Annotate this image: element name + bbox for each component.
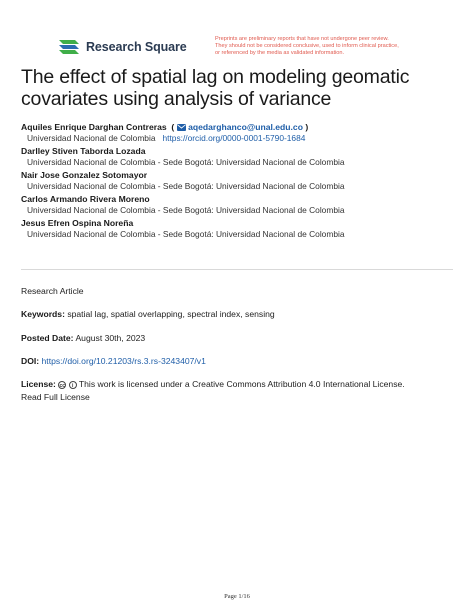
- doi-label: DOI:: [21, 356, 40, 366]
- doi-row: [21, 356, 461, 367]
- preprint-disclaimer: [215, 36, 445, 57]
- author-affiliation: [21, 133, 461, 146]
- author-name: Nair Jose Gonzalez Sotomayor: [21, 170, 148, 180]
- email-paren: (: [169, 122, 175, 132]
- author-email-link[interactable]: aqedarghanco@unal.edu.co: [188, 122, 303, 132]
- keywords-value: spatial lag, spatial overlapping, spectral index, sensing: [67, 309, 275, 319]
- posted-date-row: [21, 333, 461, 344]
- research-square-logo-icon: [57, 38, 81, 55]
- read-full-license-link[interactable]: Read Full License: [21, 392, 90, 402]
- license-label: License:: [21, 379, 56, 389]
- author-affiliation: Universidad Nacional de Colombia - Sede Bogotá: Universidad Nacional de Colombia: [27, 181, 345, 191]
- article-type: Research Article: [21, 286, 84, 296]
- affiliation-text: Universidad Nacional de Colombia: [27, 133, 156, 143]
- logo-text: Research Square: [86, 39, 187, 54]
- section-divider: [21, 269, 453, 270]
- email-paren: ): [305, 122, 309, 132]
- envelope-icon: [177, 124, 186, 131]
- license-text: This work is licensed under a Creative Commons Attribution 4.0 International License.: [78, 379, 405, 389]
- author-affiliation: Universidad Nacional de Colombia - Sede Bogotá: Universidad Nacional de Colombia: [27, 157, 345, 167]
- author-name: Carlos Armando Rivera Moreno: [21, 194, 150, 204]
- author-affiliation: Universidad Nacional de Colombia - Sede Bogotá: Universidad Nacional de Colombia: [27, 229, 345, 239]
- orcid-link[interactable]: https://orcid.org/0000-0001-5790-1684: [162, 133, 306, 143]
- doi-link[interactable]: https://doi.org/10.21203/rs.3.rs-3243407/v1: [41, 356, 206, 366]
- attribution-icon: i: [69, 381, 77, 389]
- author-name: Darlley Stiven Taborda Lozada: [21, 146, 146, 156]
- page-number: Page 1/16: [224, 593, 250, 600]
- research-square-logo[interactable]: [57, 38, 187, 55]
- disclaimer-line: Preprints are preliminary reports that have not undergone peer review.: [215, 36, 389, 42]
- keywords-row: [21, 309, 461, 320]
- author-entry: [21, 122, 461, 133]
- posted-date-value: August 30th, 2023: [75, 333, 146, 343]
- paper-title: The effect of spatial lag on modeling geomatic covariates using analysis of variance: [21, 66, 410, 110]
- author-name: Aquiles Enrique Darghan Contreras: [21, 122, 167, 132]
- disclaimer-line: They should not be considered conclusive, used to inform clinical practice,: [215, 43, 399, 49]
- author-affiliation: Universidad Nacional de Colombia - Sede Bogotá: Universidad Nacional de Colombia: [27, 205, 345, 215]
- author-name: Jesus Efren Ospina Noreña: [21, 218, 134, 228]
- creative-commons-icon: cc: [59, 383, 66, 389]
- keywords-label: Keywords:: [21, 309, 65, 319]
- disclaimer-line: or referenced by the media as validated information.: [215, 50, 345, 56]
- license-row: [21, 379, 461, 390]
- posted-date-label: Posted Date:: [21, 333, 74, 343]
- author-list: [21, 122, 461, 242]
